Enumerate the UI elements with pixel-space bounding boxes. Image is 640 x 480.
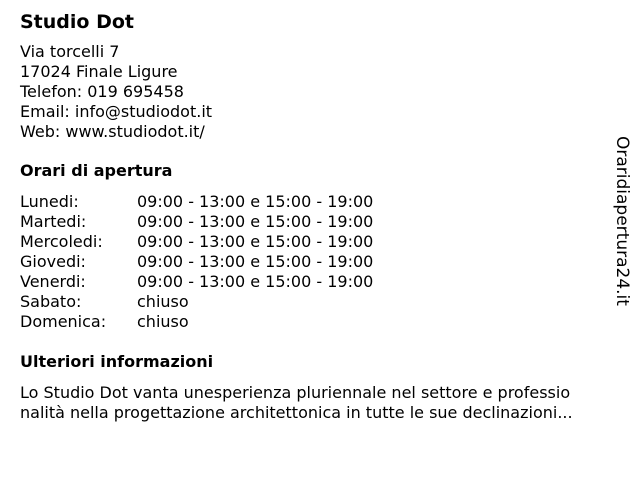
- hours-day: Sabato:: [20, 292, 82, 311]
- hours-time: chiuso: [137, 292, 189, 311]
- hours-row: [20, 212, 620, 232]
- postal-city: 17024 Finale Ligure: [20, 62, 178, 81]
- opening-hours-heading: Orari di apertura: [20, 161, 173, 180]
- hours-day: Lunedi:: [20, 192, 79, 211]
- hours-day: Mercoledi:: [20, 232, 103, 251]
- site-watermark: [612, 136, 636, 314]
- hours-row: [20, 192, 620, 212]
- hours-time: 09:00 - 13:00 e 15:00 - 19:00: [137, 232, 374, 251]
- additional-info-heading: Ulteriori informazioni: [20, 352, 214, 371]
- hours-day: Martedi:: [20, 212, 87, 231]
- hours-time: 09:00 - 13:00 e 15:00 - 19:00: [137, 212, 374, 231]
- hours-row: [20, 312, 620, 332]
- hours-time: chiuso: [137, 312, 189, 331]
- street-address: Via torcelli 7: [20, 42, 120, 61]
- hours-time: 09:00 - 13:00 e 15:00 - 19:00: [137, 272, 374, 291]
- info-line: Lo Studio Dot vanta unesperienza pluriennale nel settore e professio: [20, 383, 571, 402]
- content: [20, 10, 620, 423]
- hours-row: [20, 292, 620, 312]
- hours-day: Domenica:: [20, 312, 107, 331]
- site-watermark-text: Oraridiapertura24.it: [612, 136, 632, 306]
- business-name: Studio Dot: [20, 11, 134, 33]
- website-line: Web: www.studiodot.it/: [20, 122, 205, 141]
- address-block: [20, 42, 620, 142]
- phone-line: Telefon: 019 695458: [20, 82, 184, 101]
- hours-day: Venerdi:: [20, 272, 86, 291]
- hours-time: 09:00 - 13:00 e 15:00 - 19:00: [137, 252, 374, 271]
- hours-row: [20, 252, 620, 272]
- hours-day: Giovedi:: [20, 252, 86, 271]
- additional-info-text: [20, 383, 620, 423]
- email-line: Email: info@studiodot.it: [20, 102, 213, 121]
- hours-row: [20, 232, 620, 252]
- hours-row: [20, 272, 620, 292]
- info-line: nalità nella progettazione architettonica in tutte le sue declinazioni...: [20, 403, 573, 422]
- hours-time: 09:00 - 13:00 e 15:00 - 19:00: [137, 192, 374, 211]
- opening-hours-table: [20, 192, 620, 332]
